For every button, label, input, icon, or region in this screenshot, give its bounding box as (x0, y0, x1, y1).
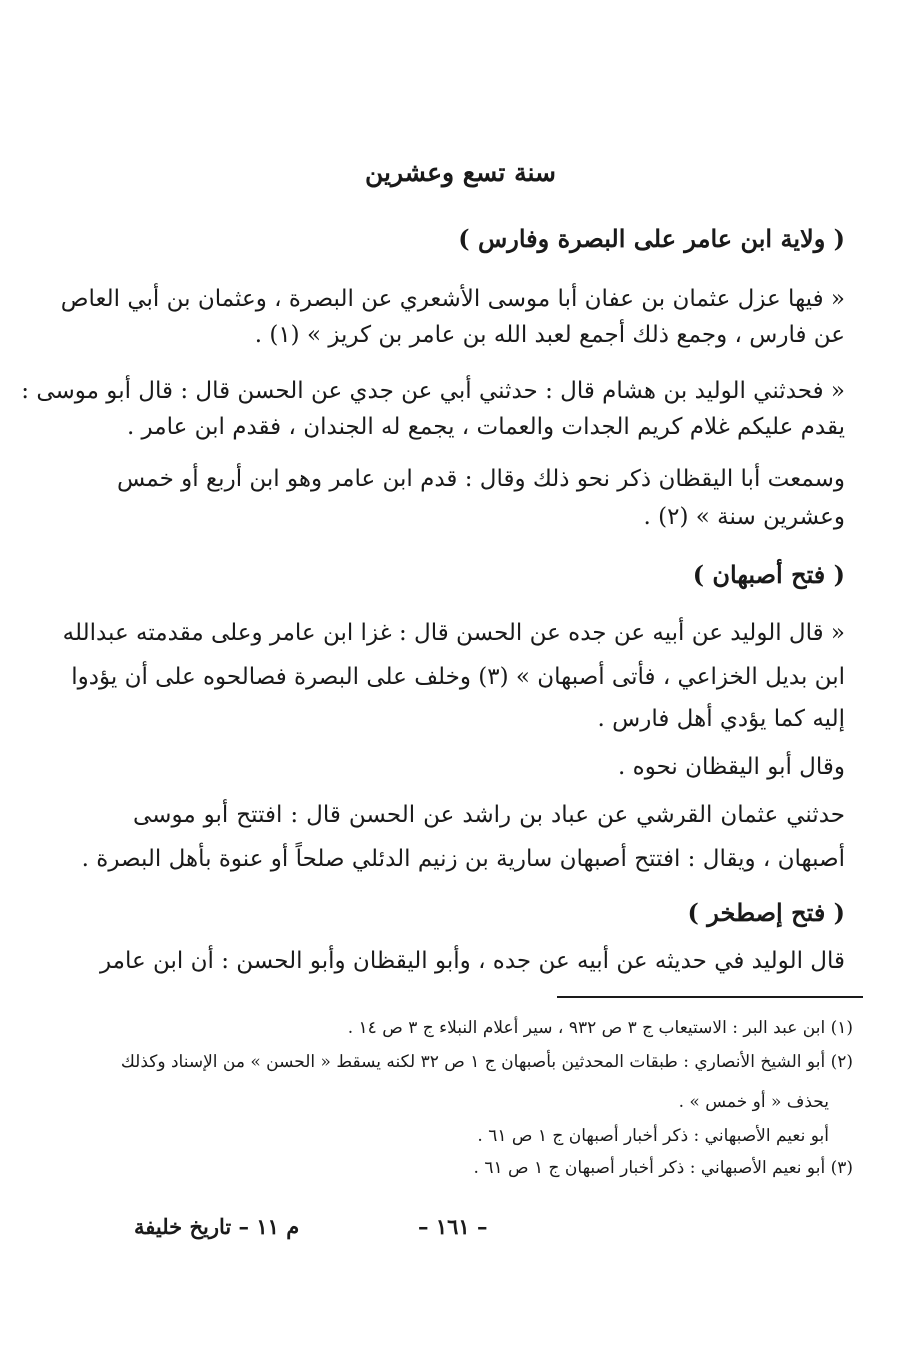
paragraph-line: أصبهان ، ويقال : افتتح أصبهان سارية بن زنيم الدئلي صلحاً أو عنوة بأهل البصرة . (81, 846, 845, 872)
paragraph-line: « فحدثني الوليد بن هشام قال : حدثني أبي عن جدي عن الحسن قال : قال أبو موسى : (21, 378, 845, 404)
footnote-2-continuation: يحذف « أو خمس » . (678, 1092, 829, 1112)
footnote-separator (557, 996, 863, 998)
paragraph-line: وسمعت أبا اليقظان ذكر نحو ذلك وقال : قدم ابن عامر وهو ابن أربع أو خمس (116, 466, 845, 492)
footnote-2: (٢) أبو الشيخ الأنصاري : طبقات المحدثين بأصبهان ج ١ ص ٣٢ لكنه يسقط « الحسن » من الإسناد وكذلك (120, 1052, 853, 1072)
chapter-title: سنة تسع وعشرين (365, 158, 556, 187)
footnote-3: (٣) أبو نعيم الأصبهاني : ذكر أخبار أصبهان ج ١ ص ٦١ . (473, 1158, 853, 1178)
book-signature: م ١١ – تاريخ خليفة (134, 1214, 300, 1239)
section-heading-istakhr: ( فتح إصطخر ) (687, 898, 845, 927)
paragraph-line: « قال الوليد عن أبيه عن جده عن الحسن قال : غزا ابن عامر وعلى مقدمته عبدالله (62, 620, 845, 646)
paragraph-line: ابن بديل الخزاعي ، فأتى أصبهان » (٣) وخلف على البصرة فصالحوه على أن يؤدوا (71, 664, 845, 690)
section-heading-isfahan: ( فتح أصبهان ) (692, 560, 845, 589)
paragraph-line: « فيها عزل عثمان بن عفان أبا موسى الأشعري عن البصرة ، وعثمان بن أبي العاص (60, 286, 845, 312)
paragraph-line: قال الوليد في حديثه عن أبيه عن جده ، وأبو اليقظان وأبو الحسن : أن ابن عامر (99, 948, 845, 974)
paragraph-line: عن فارس ، وجمع ذلك أجمع لعبد الله بن عامر بن كريز » (١) . (254, 322, 845, 348)
footnote-1: (١) ابن عبد البر : الاستيعاب ج ٣ ص ٩٣٢ ، سير أعلام النبلاء ج ٣ ص ١٤ . (347, 1018, 853, 1038)
paragraph-line: حدثني عثمان القرشي عن عباد بن راشد عن الحسن قال : افتتح أبو موسى (133, 802, 845, 828)
paragraph-line: إليه كما يؤدي أهل فارس . (597, 706, 845, 732)
footnote-2-extra: أبو نعيم الأصبهاني : ذكر أخبار أصبهان ج ١ ص ٦١ . (477, 1126, 829, 1146)
section-heading-ibn-amir: ( ولاية ابن عامر على البصرة وفارس ) (458, 224, 845, 253)
paragraph-line: وعشرين سنة » (٢) . (643, 504, 845, 530)
paragraph-line: يقدم عليكم غلام كريم الجدات والعمات ، يجمع له الجندان ، فقدم ابن عامر . (126, 414, 845, 440)
page-number: – ١٦١ – (418, 1214, 488, 1239)
paragraph-line: وقال أبو اليقظان نحوه . (618, 754, 845, 780)
